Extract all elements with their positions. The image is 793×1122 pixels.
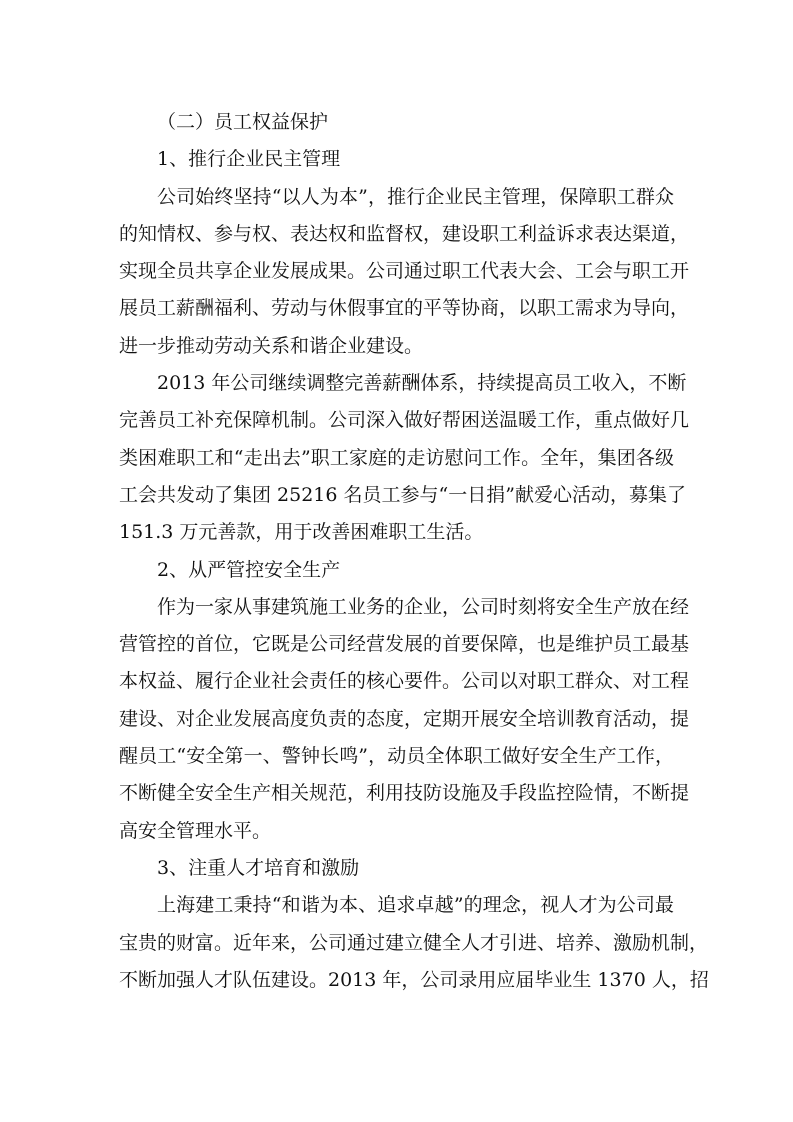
text-line: 作为一家从事建筑施工业务的企业，公司时刻将安全生产放在经 xyxy=(157,595,690,618)
text-line: 醒员工“安全第一、警钟长鸣”，动员全体职工做好安全生产工作， xyxy=(119,745,674,768)
text-line: 的知情权、参与权、表达权和监督权，建设职工利益诉求表达渠道， xyxy=(119,222,690,245)
text-line: 不断加强人才队伍建设。2013 年，公司录用应届毕业生 1370 人，招 xyxy=(119,968,709,991)
text-line: 2013 年公司继续调整完善薪酬体系，持续提高员工收入，不断 xyxy=(157,372,687,395)
paragraph-1-2 xyxy=(119,365,690,551)
text-line: 本权益、履行企业社会责任的核心要件。公司以对职工群众、对工程 xyxy=(119,670,690,693)
text-line: 类困难职工和“走出去”职工家庭的走访慰问工作。全年，集团各级 xyxy=(119,446,674,469)
text-line: 宝贵的财富。近年来，公司通过建立健全人才引进、培养、激励机制， xyxy=(119,931,709,954)
subsection-title-2: 2、从严管控安全生产 xyxy=(157,558,341,581)
text-line: 完善员工补充保障机制。公司深入做好帮困送温暖工作，重点做好几 xyxy=(119,409,690,432)
paragraph-1-1 xyxy=(119,179,690,365)
text-line: 不断健全安全生产相关规范，利用技防设施及手段监控险情，不断提 xyxy=(119,782,690,805)
subsection-title-3: 3、注重人才培育和激励 xyxy=(157,856,360,879)
text-line: 展员工薪酬福利、劳动与休假事宜的平等协商，以职工需求为导向， xyxy=(119,297,690,320)
document-page xyxy=(119,104,709,999)
text-line: 工会共发动了集团 25216 名员工参与“一日捐”献爱心活动，募集了 xyxy=(119,483,686,506)
section-heading: （二）员工权益保护 xyxy=(157,111,329,133)
text-line: 上海建工秉持“和谐为本、追求卓越”的理念，视人才为公司最 xyxy=(157,894,674,917)
text-line: 进一步推动劳动关系和谐企业建设。 xyxy=(119,334,424,357)
text-line: 建设、对企业发展高度负责的态度，定期开展安全培训教育活动，提 xyxy=(119,707,690,730)
text-line: 实现全员共享企业发展成果。公司通过职工代表大会、工会与职工开 xyxy=(119,260,690,283)
subsection-title-1: 1、推行企业民主管理 xyxy=(157,148,341,171)
text-line: 151.3 万元善款，用于改善困难职工生活。 xyxy=(119,521,484,544)
text-line: 高安全管理水平。 xyxy=(119,819,272,842)
text-line: 营管控的首位，它既是公司经营发展的首要保障，也是维护员工最基 xyxy=(119,633,690,656)
paragraph-3-1 xyxy=(119,887,709,999)
paragraph-2-1 xyxy=(119,589,690,850)
text-line: 公司始终坚持“以人为本”，推行企业民主管理，保障职工群众 xyxy=(157,185,674,208)
